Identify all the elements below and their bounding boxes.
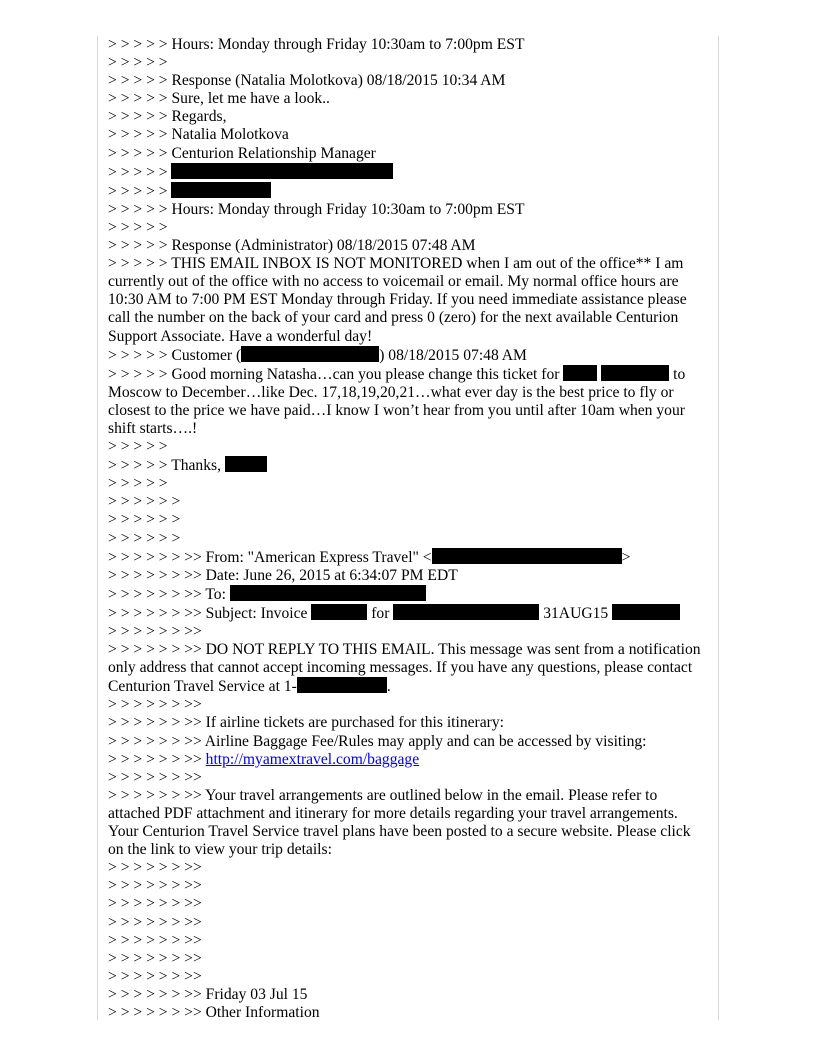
- email-line: > > > > > Good morning Natasha…can you please change this ticket for to Moscow to December…like Dec. 17,18,19,20,21…what ever day is the best price to fly or closest to the price we have paid…I know I won’t hear from you until after 10am when your shift starts….!: [108, 365, 690, 437]
- email-line: > > > > > Hours: Monday through Friday 10:30am to 7:00pm EST: [108, 36, 525, 53]
- email-line: > > > > > > >>: [108, 859, 202, 877]
- email-line: > > > > > > >>: [108, 623, 202, 640]
- redaction-block: [601, 365, 669, 381]
- email-line: > > > > >: [108, 438, 168, 456]
- email-line: > > > > >: [108, 218, 168, 236]
- email-line: > > > > > > >> DO NOT REPLY TO THIS EMAIL. This message was sent from a notification only address that cannot accept incoming messages. If you have any questions, please contact Centurion Travel Service at 1- .: [108, 641, 705, 696]
- email-line: > > > > >: [108, 163, 708, 182]
- email-line: > > > > > > >> Subject: Invoice for 31AUG15: [108, 604, 708, 623]
- left-margin-rule: [97, 36, 98, 1020]
- email-line: > > > > > > >> Friday 03 Jul 15: [108, 985, 308, 1003]
- email-line: > > > > > Centurion Relationship Manager: [108, 144, 376, 162]
- email-line: > > > > > >: [108, 529, 181, 547]
- email-line: > > > > > > >>: [108, 913, 202, 931]
- redaction-block: [230, 585, 426, 601]
- right-margin-rule: [718, 36, 719, 1020]
- email-line: > > > > > Customer ( ) 08/18/2015 07:48 AM: [108, 346, 527, 364]
- redaction-block: [432, 548, 622, 564]
- email-line: > > > > > Regards,: [108, 108, 227, 126]
- redaction-block: [241, 346, 379, 362]
- email-line: > > > > > > >>: [108, 895, 202, 913]
- email-line: > > > > > >: [108, 511, 181, 529]
- redaction-block: [563, 365, 597, 381]
- email-line: > > > > > > >>: [108, 877, 202, 895]
- email-line: > > > > > > >> Airline Baggage Fee/Rules may apply and can be accessed by visiting:: [108, 732, 647, 750]
- email-line: > > > > > > >>: [108, 696, 202, 714]
- redaction-block: [393, 604, 539, 620]
- email-line: > > > > > Response (Natalia Molotkova) 08/18/2015 10:34 AM: [108, 72, 506, 90]
- email-thread-body: [108, 36, 708, 1022]
- email-line: > > > > > > >>: [108, 768, 202, 786]
- email-line: > > > > > Natalia Molotkova: [108, 126, 289, 144]
- email-line: > > > > > Hours: Monday through Friday 10:30am to 7:00pm EST: [108, 200, 525, 218]
- email-line: > > > > > > >>: [108, 949, 202, 967]
- email-line: > > > > > > >>: [108, 967, 202, 985]
- email-line: > > > > > >: [108, 493, 181, 511]
- email-line: > > > > > THIS EMAIL INBOX IS NOT MONITORED when I am out of the office** I am currently out of the office with no access to voicemail or email. My normal office hours are 10:30 AM to 7:00 PM EST Monday through Friday. If you need immediate assistance please call the number on the back of your card and press 0 (zero) for the next available Centurion Support Associate. Have a wonderful day!: [108, 255, 691, 345]
- redaction-block: [612, 604, 680, 620]
- redaction-block: [311, 604, 367, 620]
- email-line: > > > > > > >> To:: [108, 585, 708, 604]
- email-line: > > > > > > >> http://myamextravel.com/baggage: [108, 750, 420, 768]
- email-line: > > > > > Response (Administrator) 08/18/2015 07:48 AM: [108, 237, 476, 255]
- redaction-block: [171, 163, 393, 179]
- baggage-link[interactable]: http://myamextravel.com/baggage: [205, 750, 420, 768]
- email-line: > > > > >: [108, 475, 168, 493]
- redaction-block: [297, 677, 387, 693]
- email-line: > > > > > > >> Date: June 26, 2015 at 6:34:07 PM EDT: [108, 566, 458, 584]
- email-line: > > > > > > >> From: "American Express Travel" < >: [108, 548, 631, 566]
- email-line: > > > > > Sure, let me have a look..: [108, 90, 330, 108]
- email-line: > > > > >: [108, 182, 708, 201]
- email-line: > > > > > Thanks,: [108, 456, 708, 475]
- email-line: > > > > > > >> Other Information: [108, 1003, 320, 1021]
- email-line: > > > > > > >> If airline tickets are purchased for this itinerary:: [108, 714, 504, 732]
- redaction-block: [225, 456, 267, 472]
- email-line: > > > > > > >>: [108, 931, 202, 949]
- email-line: > > > > >: [108, 54, 168, 72]
- redaction-block: [171, 182, 271, 198]
- email-line: > > > > > > >> Your travel arrangements are outlined below in the email. Please refer to attached PDF attachment and itinerary for more details regarding your travel arrangements. Your Centurion Travel Service travel plans have been posted to a secure website. Please click on the link to view your trip details:: [108, 786, 695, 859]
